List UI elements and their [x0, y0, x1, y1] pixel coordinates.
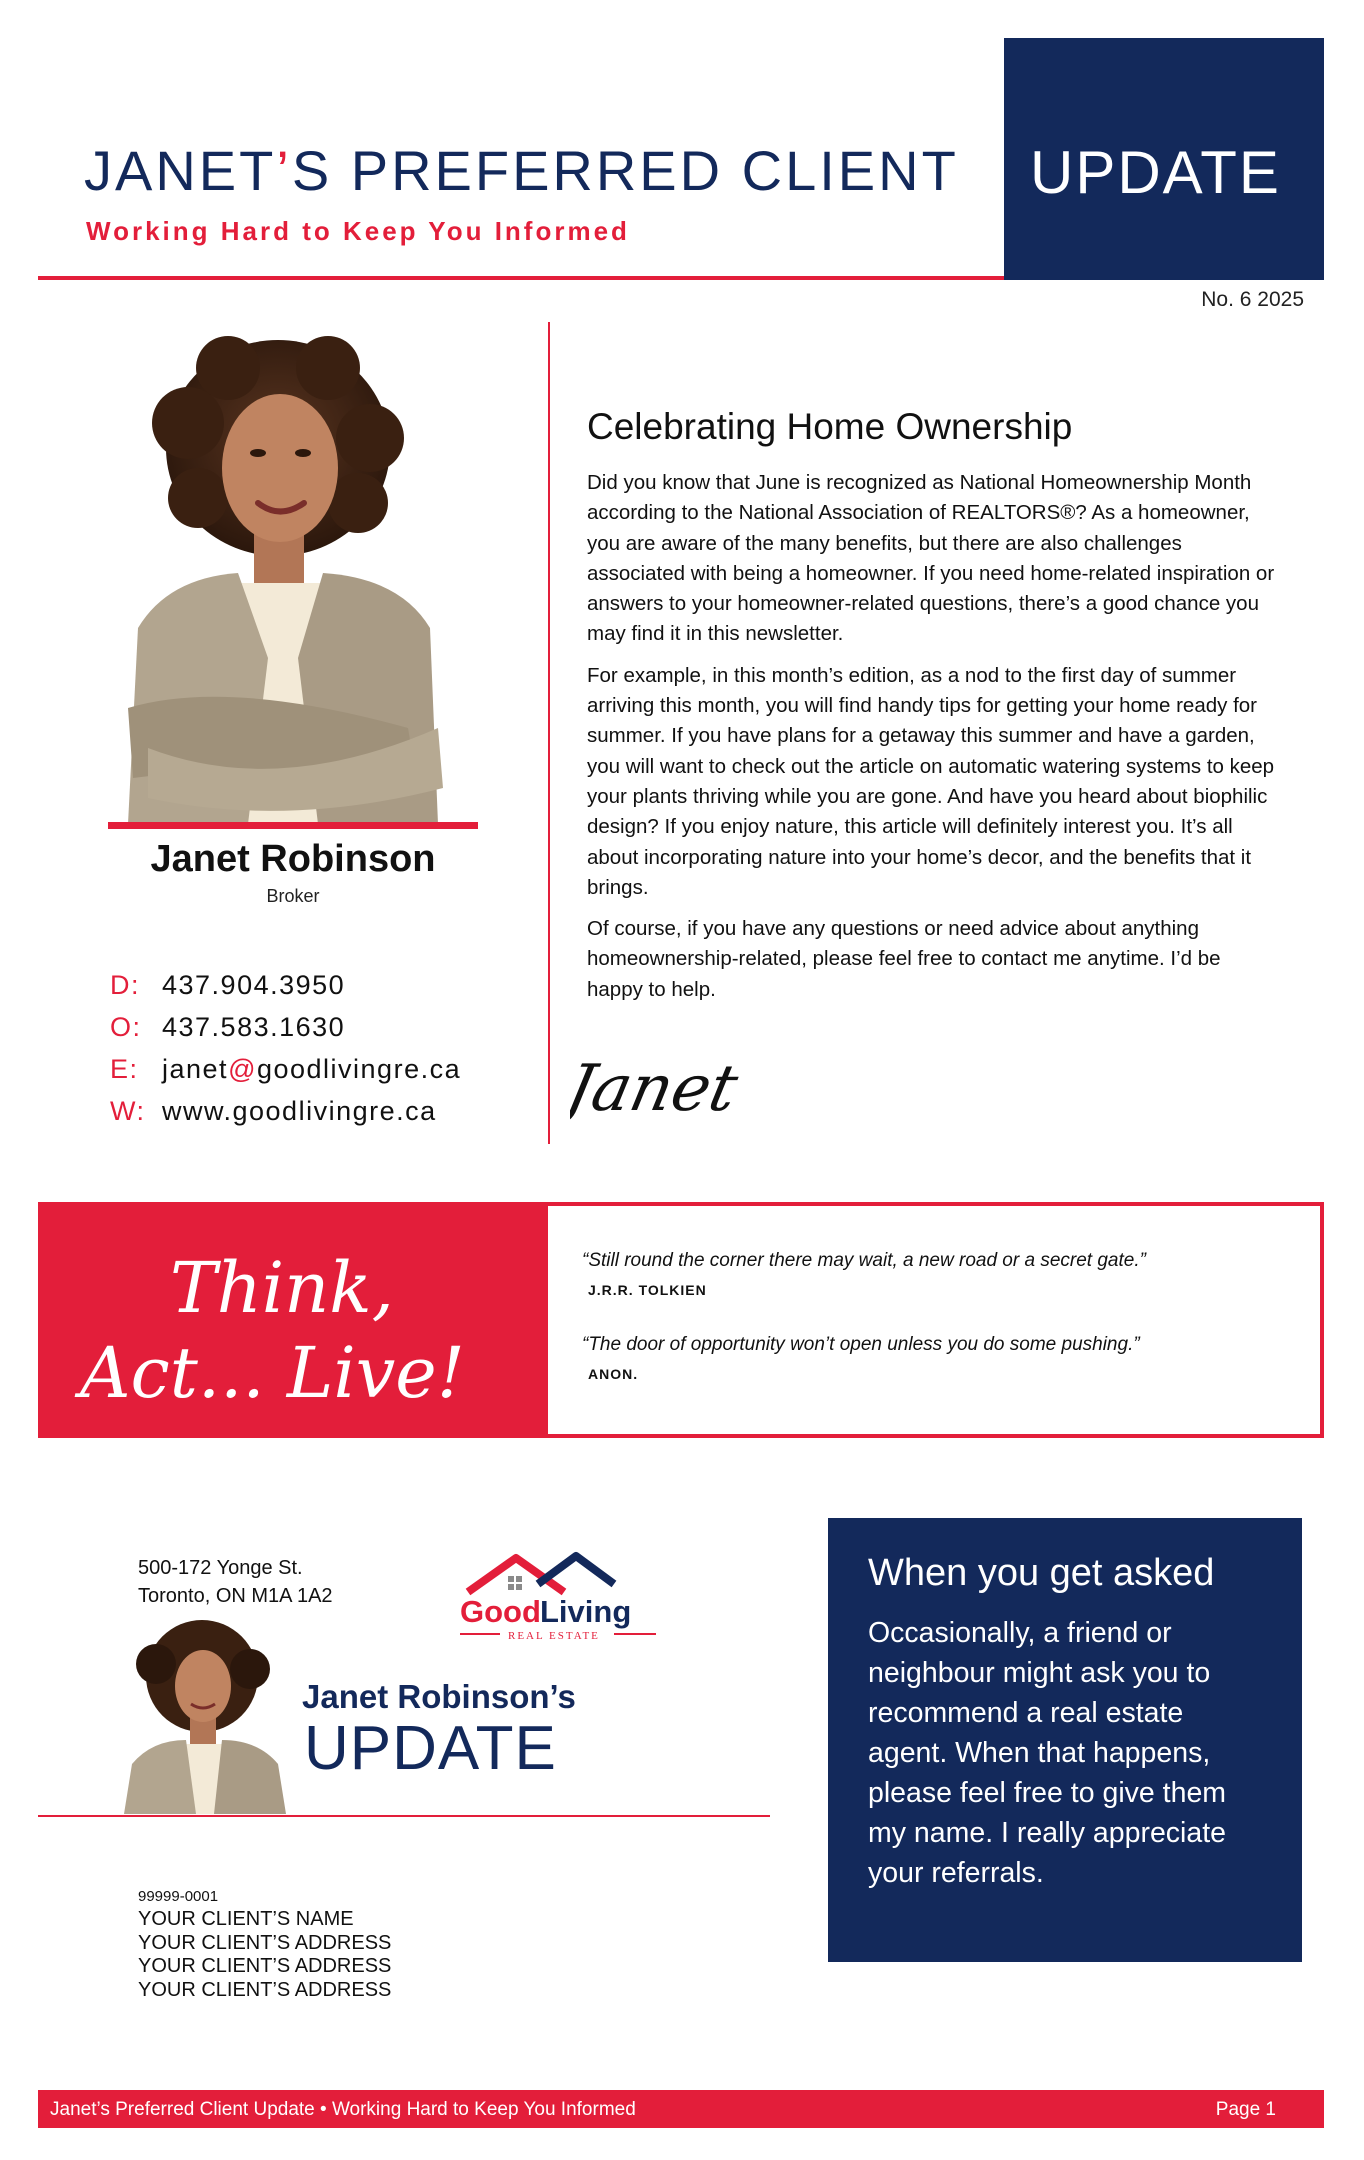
- referral-box: [828, 1518, 1302, 1962]
- issue-number: No. 6 2025: [1201, 288, 1304, 311]
- logo-sub: REAL ESTATE: [508, 1630, 600, 1642]
- mailer-name: Janet Robinson’s: [302, 1678, 576, 1715]
- client-line: YOUR CLIENT’S ADDRESS: [138, 1955, 392, 1977]
- contact-office: [110, 1012, 461, 1054]
- signature: [570, 1030, 790, 1140]
- quote-text: “The door of opportunity won’t open unless you do some pushing.”: [582, 1334, 1140, 1355]
- direct-phone[interactable]: 437.904.3950: [162, 970, 346, 1000]
- logo-good: Good: [460, 1594, 541, 1629]
- article-paragraph: For example, in this month’s edition, as a nod to the first day of summer arriving this month, you will find handy tips for getting your home ready for summer. If you have plans for a getaway this summer and have a garden, you will want to check out the article on automatic watering systems to keep your plants thriving while you are gone. And have you heard about biophilic design? If you enjoy nature, this article will definitely interest you. It’s all about incorporating nature into your home’s decor, and the benefits that it brings.: [587, 663, 1275, 899]
- contact-email: [110, 1054, 461, 1096]
- logo-living: Living: [540, 1594, 632, 1629]
- column-divider: [548, 322, 550, 1144]
- agent-name: Janet Robinson: [150, 838, 436, 880]
- mailer-update: UPDATE: [304, 1714, 557, 1783]
- newsletter-subtitle: Working Hard to Keep You Informed: [86, 216, 630, 246]
- contact-label: D:: [110, 970, 140, 1000]
- photo-underline: [108, 822, 478, 829]
- client-line: YOUR CLIENT’S NAME: [138, 1908, 354, 1930]
- title-apostrophe: ’: [276, 139, 292, 202]
- signature-text: Janet: [570, 1051, 744, 1126]
- website-link[interactable]: www.goodlivingre.ca: [162, 1096, 437, 1126]
- agent-photo: [108, 328, 458, 824]
- contact-list: [110, 970, 461, 1138]
- contact-label: O:: [110, 1012, 142, 1042]
- agent-thumbnail: [116, 1614, 294, 1814]
- referral-body: Occasionally, a friend or neighbour might ask you to recommend a real estate agent. When that happens, please feel free to give them my name. I really appreciate your referrals.: [868, 1617, 1227, 1889]
- update-box-label: UPDATE: [1030, 139, 1281, 206]
- title-part-2: S PREFERRED CLIENT: [291, 139, 959, 202]
- page-footer: [38, 2090, 1324, 2128]
- footer-text: Janet’s Preferred Client Update • Working Hard to Keep You Informed: [50, 2099, 636, 2120]
- email-link[interactable]: [162, 1054, 461, 1085]
- mailing-code: 99999-0001: [138, 1888, 219, 1905]
- header-divider: [38, 276, 1004, 280]
- article-body: [587, 468, 1277, 1016]
- contact-web: [110, 1096, 461, 1138]
- address-line: 500-172 Yonge St.: [138, 1557, 303, 1579]
- email-at: @: [228, 1054, 257, 1084]
- contact-label: W:: [110, 1096, 146, 1126]
- contact-label: E:: [110, 1054, 139, 1084]
- article-title: Celebrating Home Ownership: [587, 406, 1073, 447]
- contact-direct: [110, 970, 461, 1012]
- referral-title: When you get asked: [868, 1552, 1215, 1594]
- newsletter-title: [84, 138, 959, 203]
- agent-role: Broker: [266, 886, 320, 906]
- quote-text: “Still round the corner there may wait, a new road or a secret gate.”: [582, 1250, 1146, 1271]
- house-icon: [456, 1548, 666, 1648]
- quote-author: ANON.: [588, 1366, 639, 1382]
- quote-author: J.R.R. TOLKIEN: [588, 1282, 707, 1298]
- client-line: YOUR CLIENT’S ADDRESS: [138, 1931, 392, 1954]
- motto: [60, 1222, 530, 1422]
- article-paragraph: Of course, if you have any questions or need advice about anything homeownership-related, please feel free to contact me anytime. I’d be happy to help.: [587, 917, 1221, 1001]
- return-address: [138, 1554, 333, 1610]
- brokerage-logo: [456, 1548, 666, 1648]
- office-phone[interactable]: 437.583.1630: [162, 1012, 346, 1042]
- motto-line-2: Act... Live!: [80, 1332, 465, 1414]
- title-part-1: JANET: [84, 139, 277, 202]
- motto-line-1: Think,: [170, 1247, 394, 1329]
- page-number: Page 1: [1215, 2099, 1276, 2120]
- client-address-block: [138, 1908, 391, 2002]
- article-paragraph: Did you know that June is recognized as National Homeownership Month according to the National Association of REALTORS®? As a homeowner, you are aware of the many benefits, but there are also challenges associated with being a homeowner. If you need home-related inspiration or answers to your homeowner-related questions, there’s a good chance you may find it in this newsletter.: [587, 471, 1275, 646]
- email-user: janet: [162, 1054, 229, 1084]
- client-line: YOUR CLIENT’S ADDRESS: [138, 1978, 392, 2001]
- mailer-divider: [38, 1815, 770, 1817]
- email-domain: goodlivingre.ca: [256, 1054, 462, 1084]
- address-line: Toronto, ON M1A 1A2: [138, 1585, 333, 1607]
